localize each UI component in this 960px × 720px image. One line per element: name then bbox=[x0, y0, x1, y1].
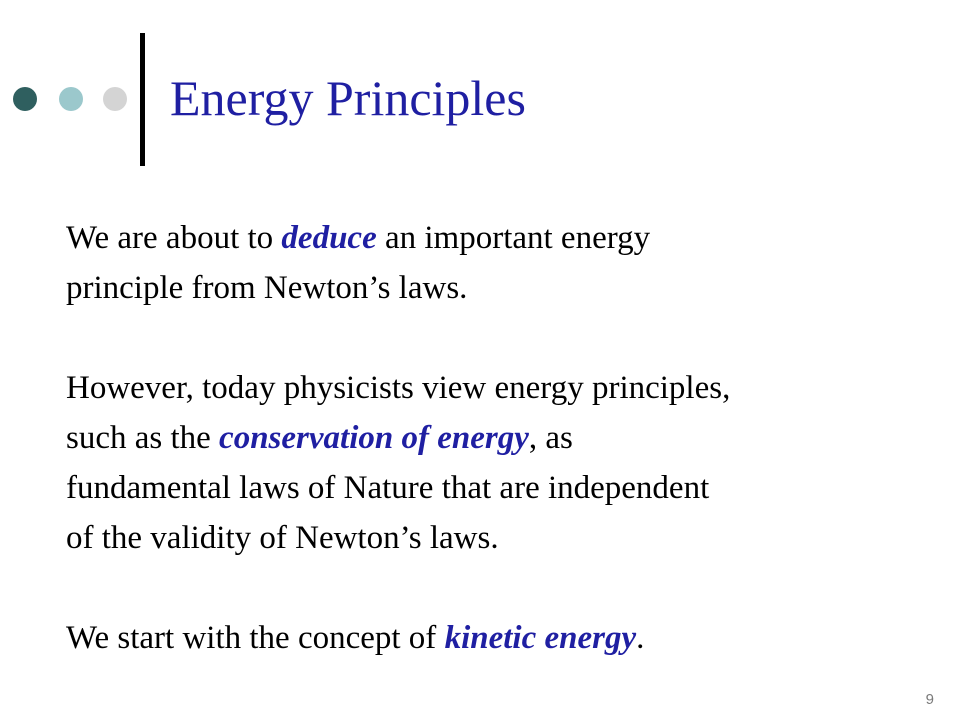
emphasis-deduce: deduce bbox=[281, 220, 377, 256]
dot-gray-icon bbox=[103, 87, 127, 111]
text-segment: , as bbox=[528, 420, 573, 456]
paragraph-conservation bbox=[66, 363, 946, 563]
paragraph-kinetic bbox=[66, 613, 946, 663]
title-divider bbox=[140, 33, 145, 166]
paragraph-deduce bbox=[66, 213, 946, 313]
paragraph-gap bbox=[66, 313, 946, 363]
page-number: 9 bbox=[925, 691, 934, 708]
dot-light-icon bbox=[59, 87, 83, 111]
text-segment: such as the bbox=[66, 420, 220, 456]
text-segment: However, today physicists view energy principles, bbox=[66, 370, 731, 406]
text-segment: fundamental laws of Nature that are independent bbox=[66, 470, 710, 506]
paragraph-gap bbox=[66, 563, 946, 613]
text-segment: . bbox=[636, 620, 645, 656]
text-segment: principle from Newton’s laws. bbox=[66, 270, 468, 306]
dot-dark-icon bbox=[13, 87, 37, 111]
emphasis-kinetic-energy: kinetic energy bbox=[444, 620, 637, 656]
text-segment: We start with the concept of bbox=[66, 620, 445, 656]
emphasis-conservation-of-energy: conservation of energy bbox=[219, 420, 529, 456]
text-segment: an important energy bbox=[376, 220, 651, 256]
text-segment: We are about to bbox=[66, 220, 282, 256]
slide-title: Energy Principles bbox=[170, 70, 526, 126]
slide-body bbox=[66, 213, 946, 663]
text-segment: of the validity of Newton’s laws. bbox=[66, 520, 499, 556]
